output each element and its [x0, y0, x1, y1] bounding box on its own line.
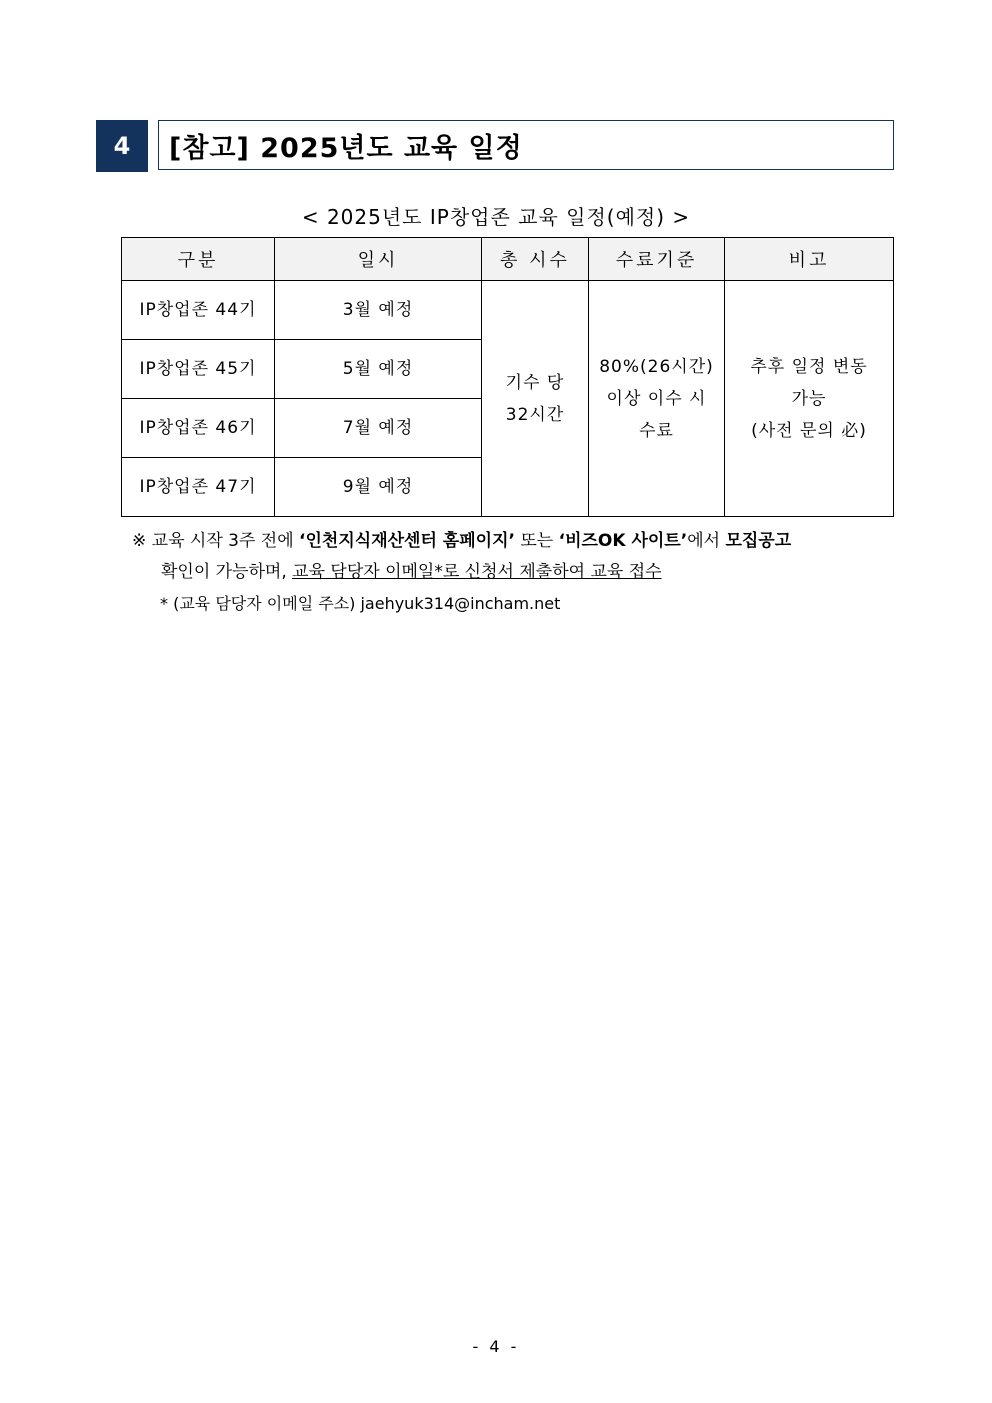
total-hours-cell [482, 281, 589, 517]
total-hours-line: 32시간 [505, 404, 565, 425]
header-remarks: 비고 [725, 238, 894, 281]
section-header [96, 120, 896, 172]
note-text: 또는 [514, 531, 559, 551]
cohort-cell: IP창업존 44기 [122, 281, 275, 340]
table-caption: < 2025년도 IP창업존 교육 일정(예정) > [301, 205, 691, 229]
remarks-line: (사전 문의 必) [751, 420, 867, 441]
note-bold-homepage: ‘인천지식재산센터 홈페이지’ [299, 531, 515, 551]
criteria-cell [589, 281, 725, 517]
remarks-line: 가능 [791, 388, 827, 409]
header-date: 일시 [275, 238, 482, 281]
note-line-2 [132, 557, 912, 588]
note-bold-recruitment: 모집공고 [725, 531, 792, 551]
date-cell: 5월 예정 [275, 340, 482, 399]
reference-mark: ※ [132, 531, 147, 551]
note-line-3: * (교육 담당자 이메일 주소) jaehyuk314@incham.net [160, 594, 561, 613]
header-criteria: 수료기준 [589, 238, 725, 281]
page-number: - 4 - [472, 1337, 520, 1356]
date-cell: 7월 예정 [275, 399, 482, 458]
section-number: 4 [96, 120, 148, 172]
total-hours-line: 기수 당 [505, 372, 565, 393]
note-underlined: 교육 담당자 이메일*로 신청서 제출하여 교육 접수 [292, 562, 662, 582]
header-total-hours: 총 시수 [482, 238, 589, 281]
table-row [122, 281, 894, 340]
criteria-line: 이상 이수 시 [606, 388, 707, 409]
header-category: 구분 [122, 238, 275, 281]
remarks-cell [725, 281, 894, 517]
note-text: 교육 시작 3주 전에 [151, 531, 300, 551]
date-cell: 3월 예정 [275, 281, 482, 340]
remarks-line: 추후 일정 변동 [750, 356, 868, 377]
note-text: 확인이 가능하며, [161, 562, 293, 582]
cohort-cell: IP창업존 46기 [122, 399, 275, 458]
notes [132, 526, 912, 619]
criteria-line: 수료 [639, 420, 674, 441]
note-bold-bizok: ‘비즈OK 사이트’ [558, 531, 688, 551]
cohort-cell: IP창업존 45기 [122, 340, 275, 399]
section-title: [참고] 2025년도 교육 일정 [158, 120, 894, 170]
date-cell: 9월 예정 [275, 458, 482, 517]
criteria-line: 80%(26시간) [599, 356, 714, 377]
table-header-row [122, 238, 894, 281]
cohort-cell: IP창업존 47기 [122, 458, 275, 517]
note-text: 에서 [687, 531, 726, 551]
schedule-table [121, 237, 894, 517]
note-line-1 [132, 526, 912, 557]
